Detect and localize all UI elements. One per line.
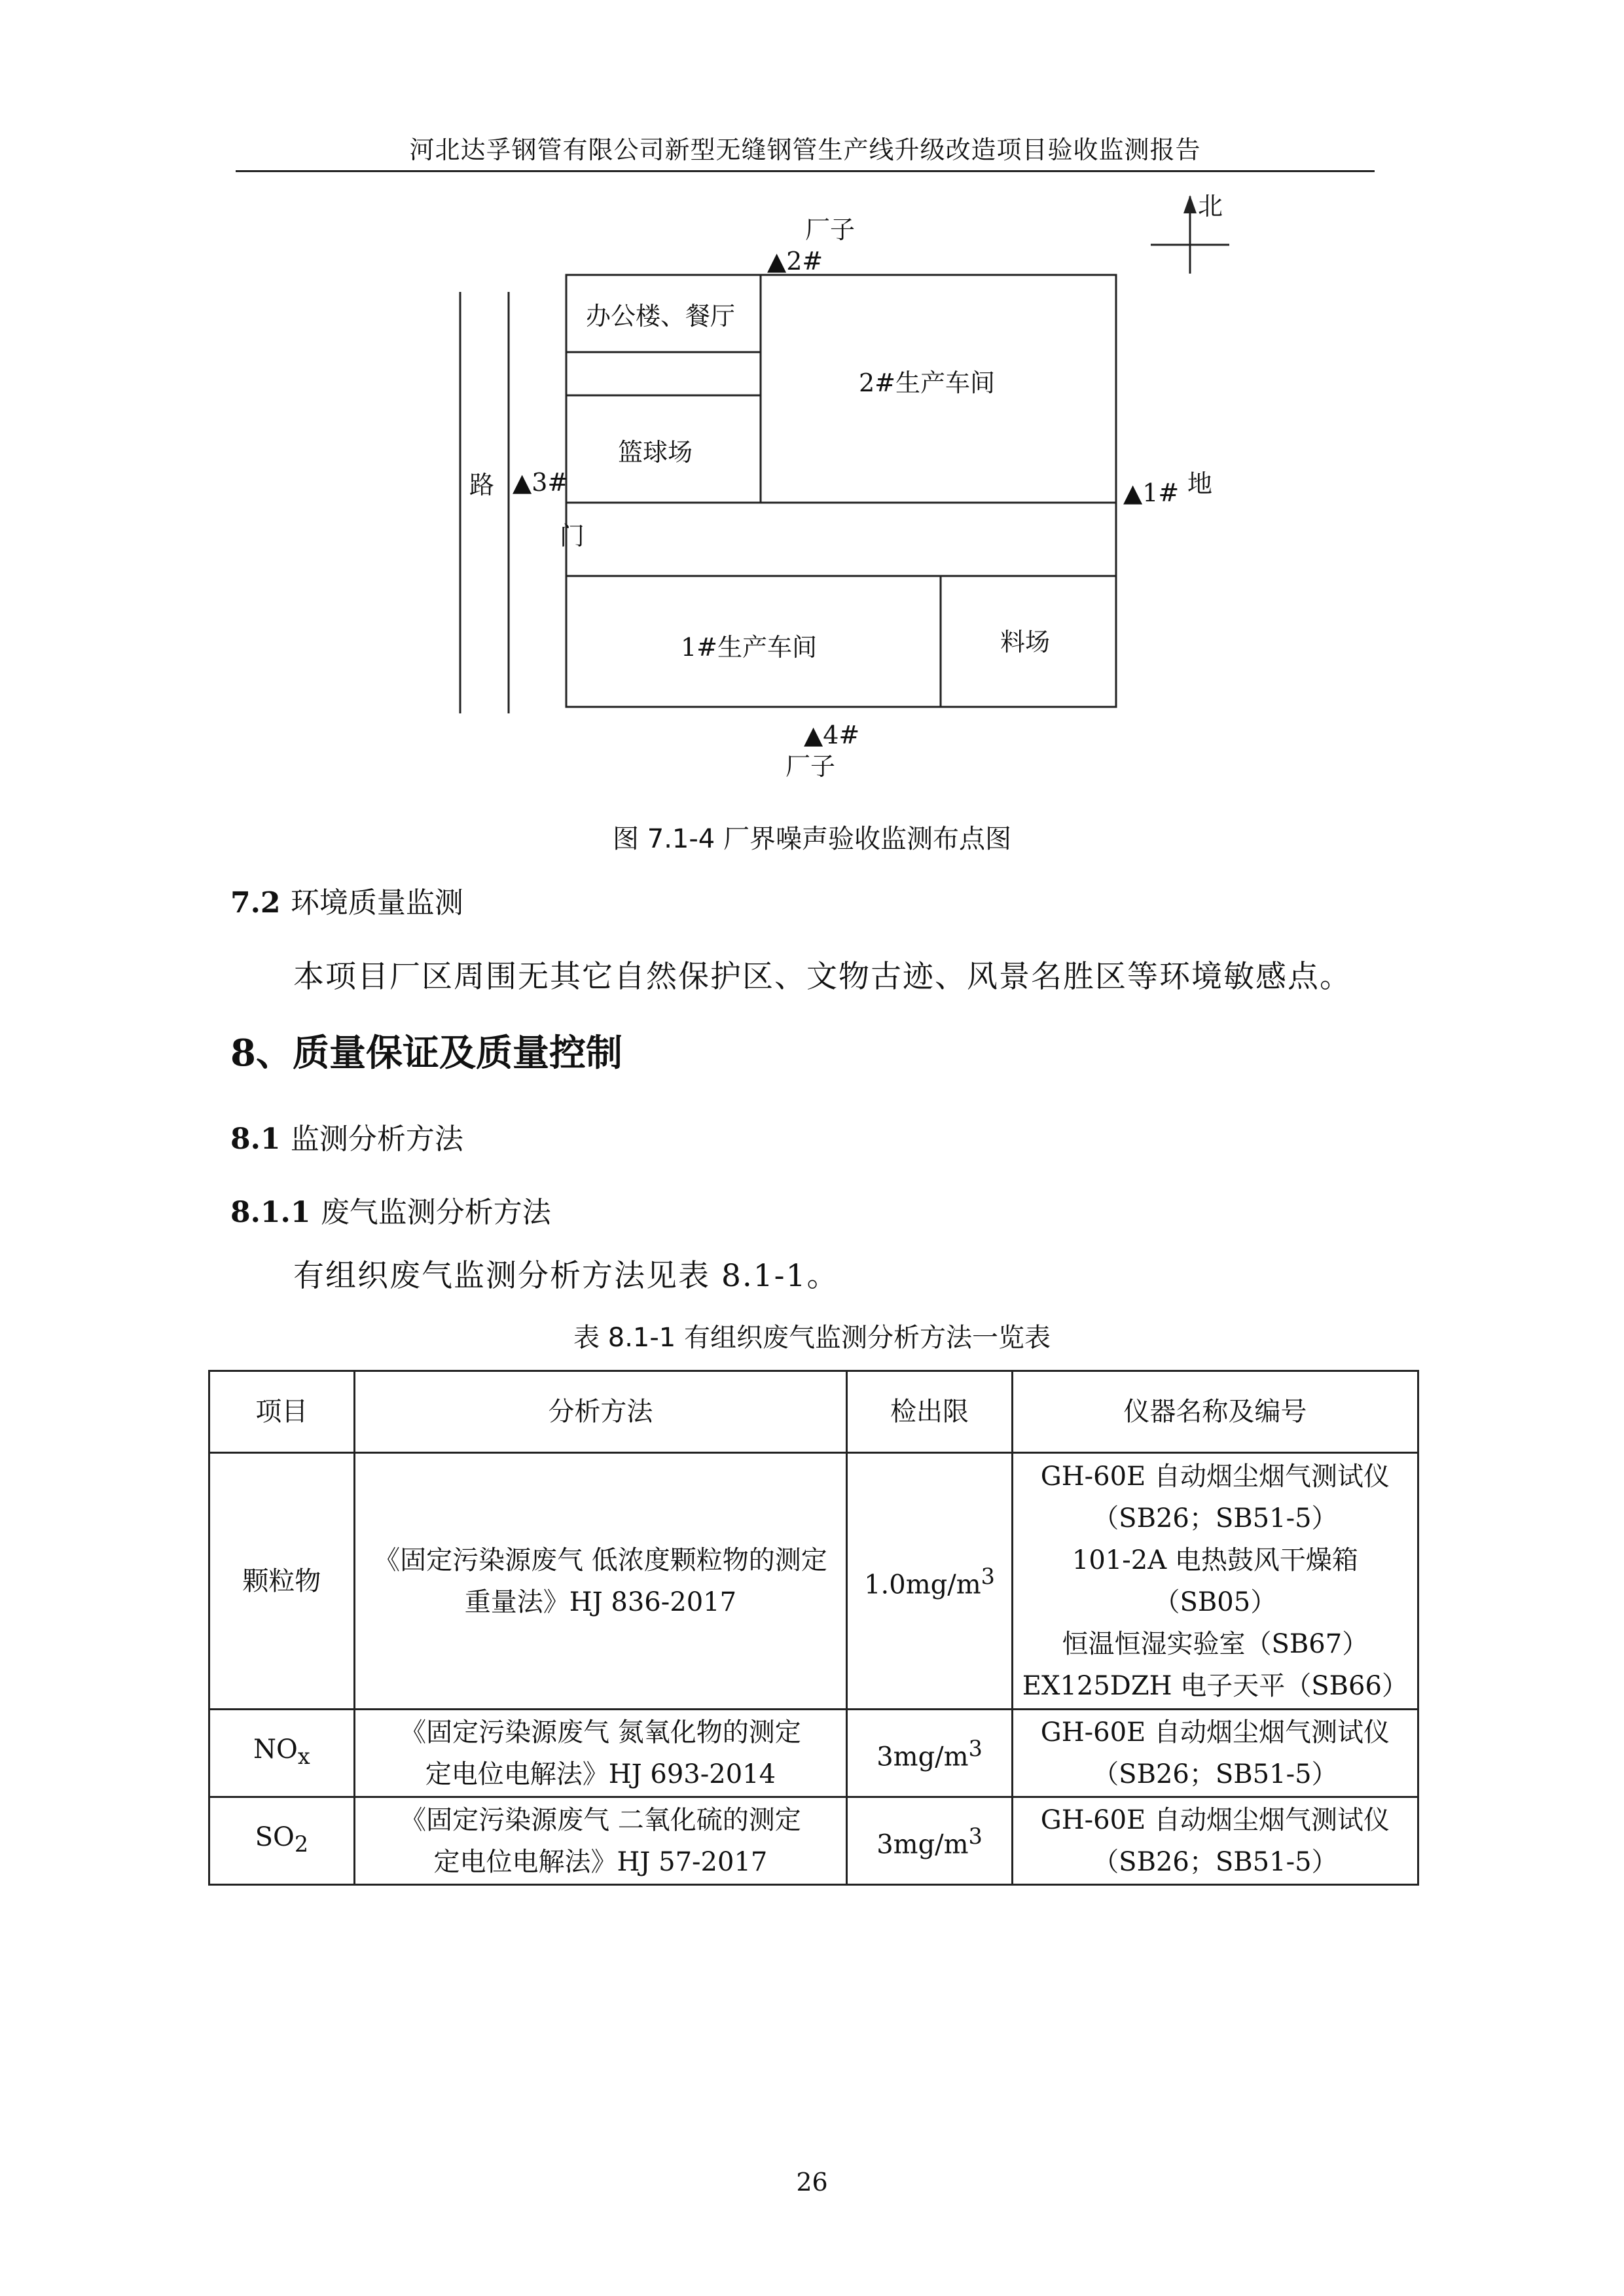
cell-limit: $1.0mg/m^3$	[847, 1453, 1013, 1710]
label-road: 路	[469, 471, 495, 499]
section-7-2-text: 本项目厂区周围无其它自然保护区、文物古迹、风景名胜区等环境敏感点。	[293, 959, 1352, 995]
site-plan-figure	[0, 0, 1624, 818]
label-workshop-1: 1#生产车间	[681, 633, 818, 662]
cell-method: 《固定污染源废气 低浓度颗粒物的测定 重量法》HJ 836-2017	[354, 1453, 847, 1710]
header-detection-limit: 检出限	[847, 1371, 1013, 1453]
table-caption: 表 8.1-1 有组织废气监测分析方法一览表	[573, 1323, 1051, 1353]
cell-instruments: GH-60E 自动烟尘烟气测试仪 （SB26；SB51-5）	[1012, 1710, 1418, 1797]
table-row	[209, 1710, 1418, 1797]
header-instrument: 仪器名称及编号	[1012, 1371, 1418, 1453]
label-top-side: 厂子	[805, 215, 856, 244]
cell-method: 《固定污染源废气 二氧化硫的测定 定电位电解法》HJ 57-2017	[354, 1797, 847, 1885]
section-7-2-heading: 7.2 环境质量监测	[230, 886, 463, 920]
label-bottom-side: 厂子	[785, 752, 836, 781]
label-right-side: 地	[1187, 469, 1213, 498]
label-office: 办公楼、餐厅	[586, 302, 736, 331]
north-arrow-head	[1183, 195, 1197, 213]
header-item: 项目	[209, 1371, 355, 1453]
cell-limit: $3mg/m^3$	[847, 1797, 1013, 1885]
cell-item: 颗粒物	[209, 1453, 355, 1710]
label-workshop-2: 2#生产车间	[859, 368, 996, 397]
label-basketball-court: 篮球场	[618, 438, 693, 467]
section-8-1-heading: 8.1 监测分析方法	[230, 1122, 463, 1156]
section-8-1-1-text: 有组织废气监测分析方法见表 8.1-1。	[293, 1258, 839, 1294]
north-label: 北	[1198, 192, 1223, 221]
monitoring-point-4: ▲4#	[804, 721, 860, 749]
cell-instruments: GH-60E 自动烟尘烟气测试仪 （SB26；SB51-5）	[1012, 1797, 1418, 1885]
table-row	[209, 1453, 1418, 1710]
monitoring-point-2: ▲2#	[767, 247, 823, 276]
section-8-heading: 8、质量保证及质量控制	[230, 1031, 623, 1075]
analysis-methods-table	[208, 1370, 1419, 1886]
cell-limit: $3mg/m^3$	[847, 1710, 1013, 1797]
table-row	[209, 1797, 1418, 1885]
label-material-yard: 料场	[1000, 628, 1051, 656]
cell-method: 《固定污染源废气 氮氧化物的测定 定电位电解法》HJ 693-2014	[354, 1710, 847, 1797]
table-header-row	[209, 1371, 1418, 1453]
page-number: 26	[796, 2168, 828, 2197]
cell-item: $NO_x$	[209, 1710, 355, 1797]
cell-item: $SO_2$	[209, 1797, 355, 1885]
running-header: 河北达孚钢管有限公司新型无缝钢管生产线升级改造项目验收监测报告	[409, 135, 1201, 164]
label-gate: 门	[560, 522, 585, 550]
monitoring-point-3: ▲3#	[513, 468, 569, 497]
header-method: 分析方法	[354, 1371, 847, 1453]
cell-instruments: GH-60E 自动烟尘烟气测试仪 （SB26；SB51-5） 101-2A 电热鼓风干燥箱 （SB05） 恒温恒湿实验室（SB67） EX125DZH 电子天平（SB66）	[1012, 1453, 1418, 1710]
figure-caption: 图 7.1-4 厂界噪声验收监测布点图	[613, 824, 1011, 854]
monitoring-point-1: ▲1#	[1123, 478, 1180, 507]
section-8-1-1-heading: 8.1.1 废气监测分析方法	[230, 1196, 551, 1229]
